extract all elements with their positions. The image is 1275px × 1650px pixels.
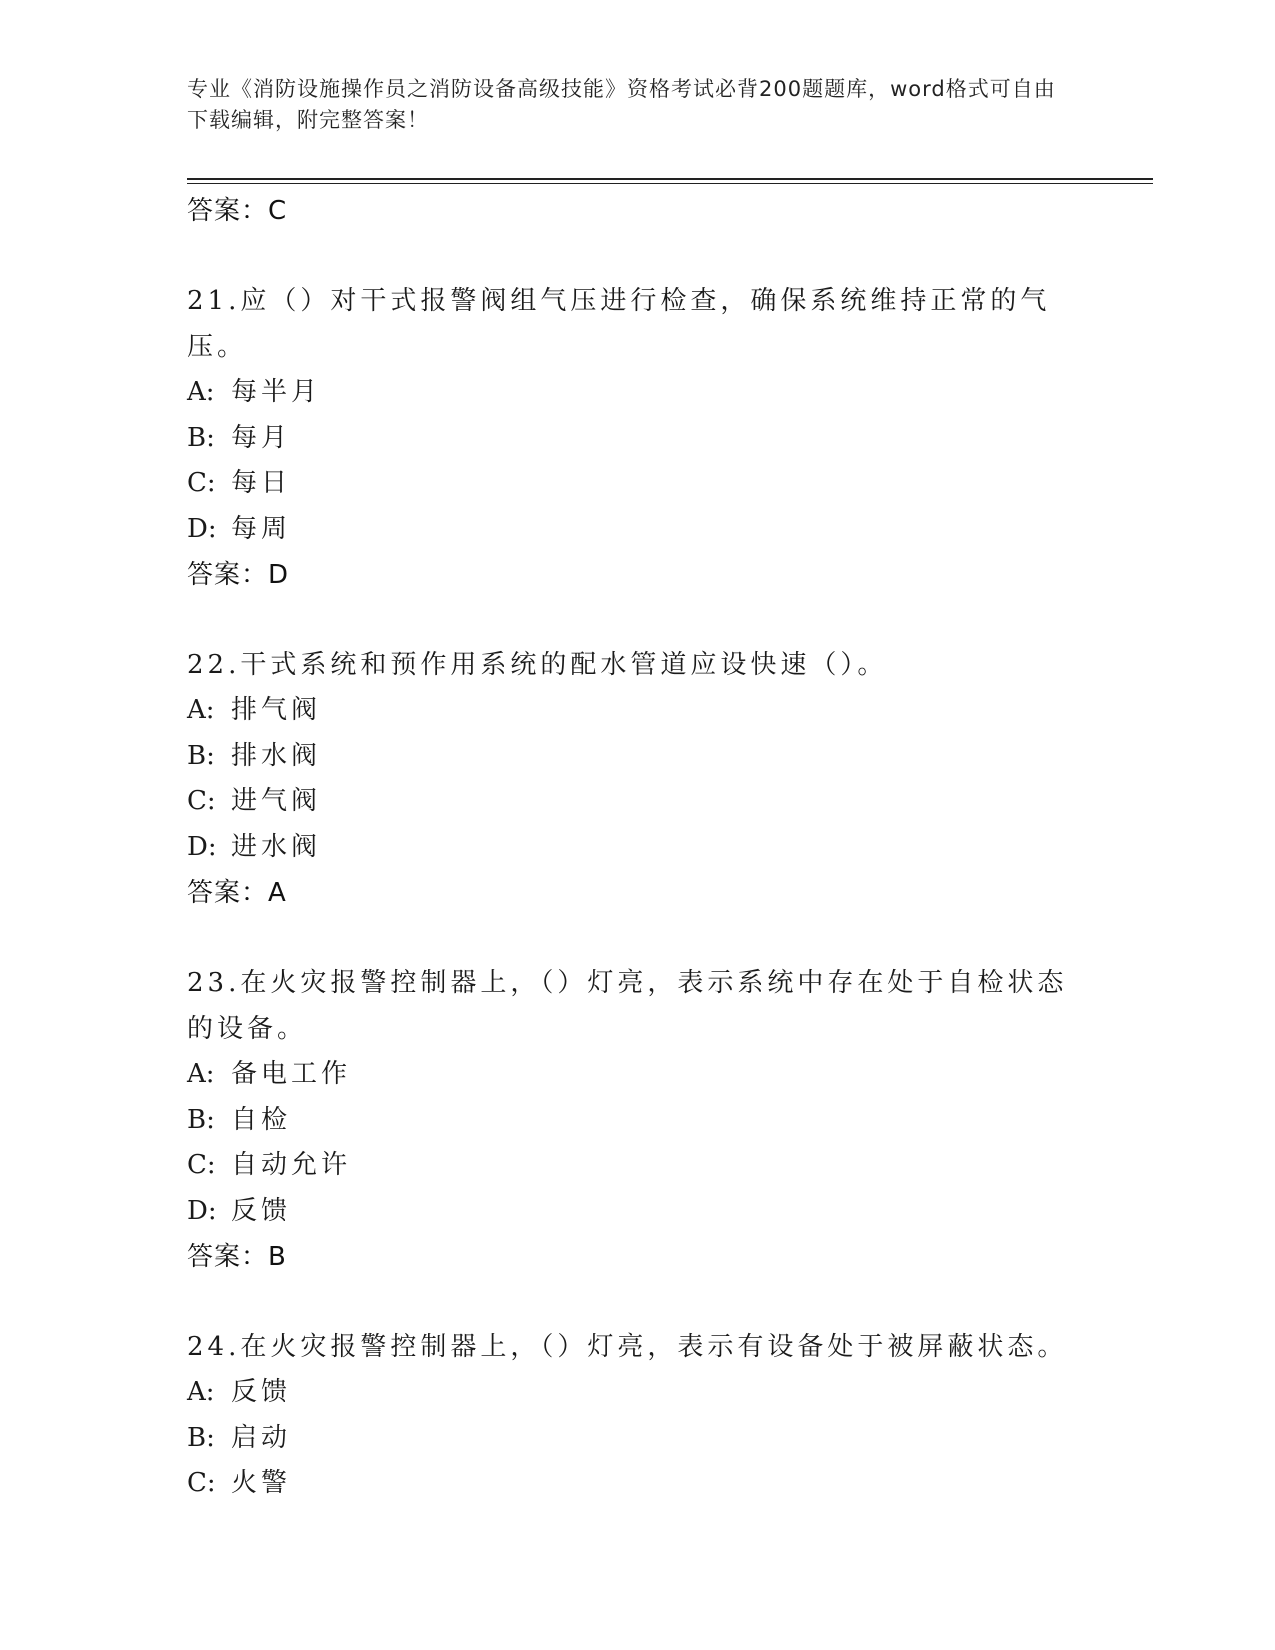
option-key: D: (187, 1195, 217, 1226)
option-key: C: (187, 1150, 216, 1180)
option-key: D: (187, 513, 217, 544)
option-text: 每月 (231, 422, 292, 453)
option-text: 进水阀 (231, 831, 322, 862)
option-item (187, 1416, 1087, 1462)
option-key: C: (187, 1468, 216, 1498)
option-key: C: (187, 786, 216, 816)
option-text: 排水阀 (231, 740, 322, 771)
answer-line: 答案：C (187, 196, 288, 226)
option-text: 自检 (231, 1104, 292, 1135)
option-item (187, 825, 1087, 871)
option-key: A: (187, 695, 215, 725)
option-item (187, 688, 1087, 734)
question-stem: 24.在火灾报警控制器上，（）灯亮，表示有设备处于被屏蔽状态。 (187, 1332, 1068, 1362)
option-text: 火警 (231, 1468, 292, 1498)
answer-line: 答案：A (187, 878, 287, 908)
question-block (187, 1324, 1087, 1507)
option-item (187, 416, 1087, 462)
question-stem: 21.应（）对干式报警阀组气压进行检查，确保系统维持正常的气压。 (187, 286, 1051, 362)
option-text: 启动 (231, 1422, 292, 1453)
option-key: B: (187, 740, 215, 771)
option-item (187, 1370, 1087, 1416)
option-item (187, 734, 1087, 780)
option-item (187, 1143, 1087, 1189)
document-header: 专业《消防设施操作员之消防设备高级技能》资格考试必背200题题库，word格式可自由下载编辑，附完整答案！ (187, 77, 1056, 132)
option-key: B: (187, 1422, 215, 1453)
option-text: 每周 (231, 513, 292, 544)
header-divider-thin (187, 183, 1153, 184)
option-key: A: (187, 1059, 215, 1089)
option-text: 反馈 (231, 1195, 292, 1226)
option-item (187, 779, 1087, 825)
option-text: 反馈 (231, 1377, 292, 1407)
option-text: 排气阀 (231, 695, 322, 725)
option-key: A: (187, 377, 215, 407)
option-item (187, 370, 1087, 416)
question-block (187, 642, 1087, 916)
option-text: 自动允许 (231, 1150, 352, 1180)
option-text: 备电工作 (231, 1059, 352, 1089)
option-key: C: (187, 468, 216, 498)
option-text: 进气阀 (231, 786, 322, 816)
option-text: 每日 (231, 468, 292, 498)
option-item (187, 1461, 1087, 1507)
option-item (187, 461, 1087, 507)
option-item (187, 507, 1087, 553)
question-stem: 22.干式系统和预作用系统的配水管道应设快速（）。 (187, 650, 888, 680)
header-divider-thick (187, 178, 1153, 180)
question-block (187, 278, 1087, 598)
option-key: B: (187, 422, 215, 453)
option-text: 每半月 (231, 377, 322, 407)
option-item (187, 1189, 1087, 1235)
option-key: A: (187, 1377, 215, 1407)
answer-line: 答案：D (187, 560, 290, 590)
option-item (187, 1052, 1087, 1098)
option-key: D: (187, 831, 217, 862)
answer-line: 答案：B (187, 1242, 287, 1272)
question-stem: 23.在火灾报警控制器上，（）灯亮，表示系统中存在处于自检状态的设备。 (187, 968, 1068, 1044)
option-key: B: (187, 1104, 215, 1135)
question-list (187, 188, 1087, 1507)
option-item (187, 1098, 1087, 1144)
question-block (187, 960, 1087, 1280)
